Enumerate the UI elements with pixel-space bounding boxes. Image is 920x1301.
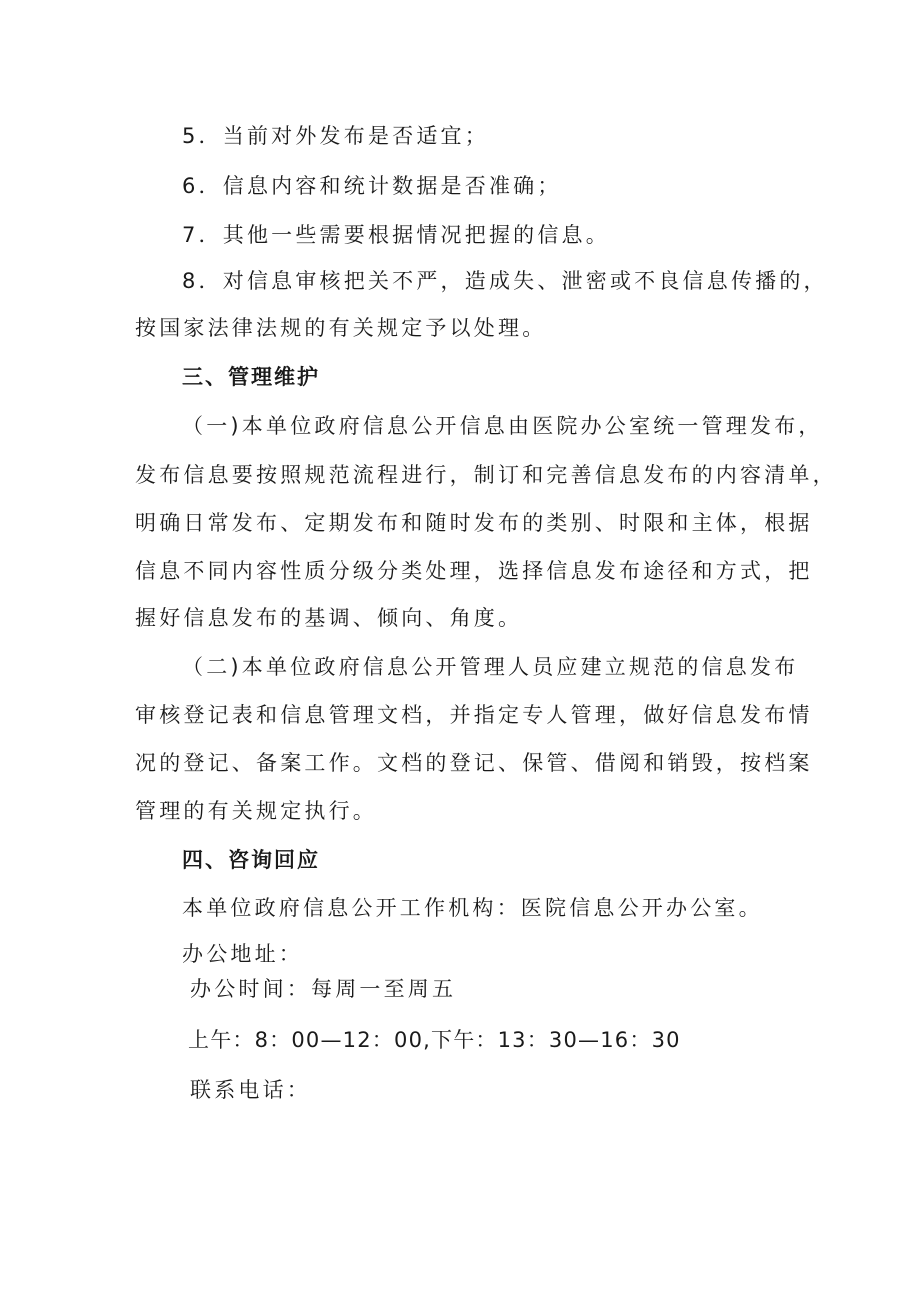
item-7: 7．其他一些需要根据情况把握的信息。	[182, 223, 610, 247]
section3-para1-line2: 发布信息要按照规范流程进行，制订和完善信息发布的内容清单，	[135, 463, 837, 487]
section3-heading: 三、管理维护	[182, 365, 320, 389]
section3-para2-line2: 审核登记表和信息管理文档，并指定专人管理，做好信息发布情	[135, 703, 813, 727]
section3-para1-line4: 信息不同内容性质分级分类处理，选择信息发布途径和方式，把	[135, 559, 813, 583]
item-8: 8．对信息审核把关不严，造成失、泄密或不良信息传播的，	[182, 269, 828, 293]
contact-phone: 联系电话：	[190, 1078, 311, 1102]
contact-times: 上午：8：00—12：00,下午：13：30—16：30	[188, 1028, 681, 1052]
item-6: 6．信息内容和统计数据是否准确；	[182, 174, 562, 198]
section3-para1-line3: 明确日常发布、定期发布和随时发布的类别、时限和主体，根据	[135, 511, 813, 535]
section4-heading: 四、咨询回应	[182, 848, 320, 872]
section3-para2-line3: 况的登记、备案工作。文档的登记、保管、借阅和销毁，按档案	[135, 751, 813, 775]
contact-address: 办公地址：	[182, 942, 303, 966]
item-8-continuation: 按国家法律法规的有关规定予以处理。	[135, 316, 547, 340]
section3-para1-line1: （一)本单位政府信息公开信息由医院办公室统一管理发布，	[182, 414, 823, 438]
contact-hours: 办公时间：每周一至周五	[190, 977, 457, 1001]
item-5: 5．当前对外发布是否适宜；	[182, 124, 489, 148]
section3-para1-line5: 握好信息发布的基调、倾向、角度。	[135, 606, 523, 630]
section3-para2-line4: 管理的有关规定执行。	[135, 799, 377, 823]
section3-para2-line1: （二)本单位政府信息公开管理人员应建立规范的信息发布	[182, 655, 799, 679]
contact-org: 本单位政府信息公开工作机构：医院信息公开办公室。	[182, 896, 763, 920]
